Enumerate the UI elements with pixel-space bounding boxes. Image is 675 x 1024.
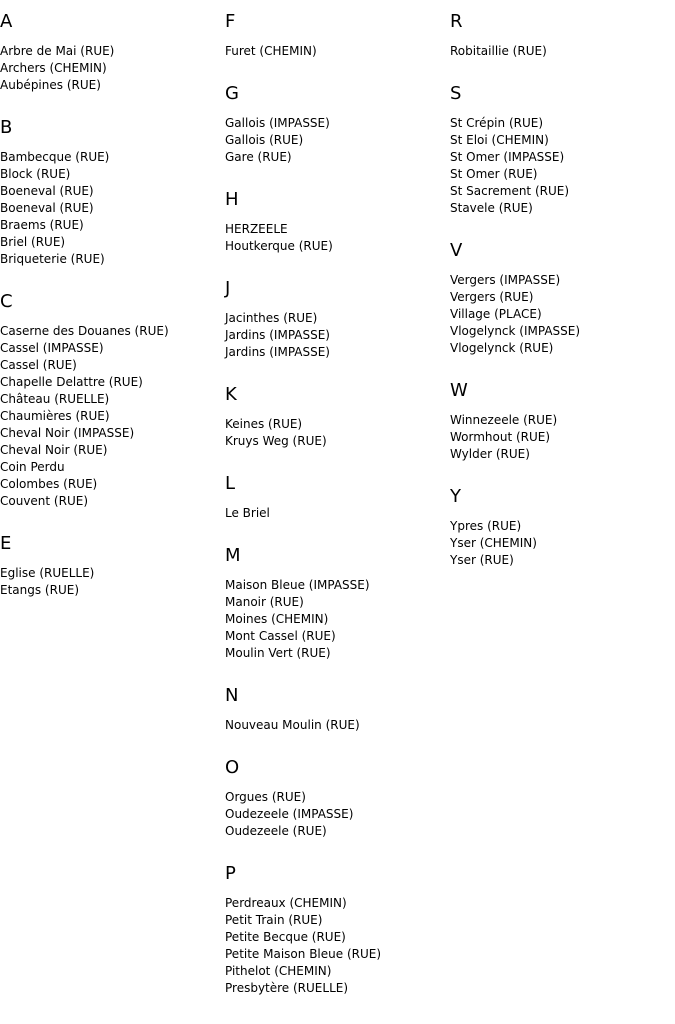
- letter-heading: O: [225, 757, 240, 778]
- street-entry: Petite Becque (RUE): [225, 930, 346, 944]
- street-entry: Village (PLACE): [450, 307, 542, 321]
- street-entry: Gallois (RUE): [225, 133, 304, 147]
- street-list: [225, 310, 447, 361]
- street-entry: Cheval Noir (IMPASSE): [0, 426, 135, 440]
- letter-heading: Y: [450, 486, 461, 507]
- street-entry: Moulin Vert (RUE): [225, 646, 331, 660]
- street-entry: Perdreaux (CHEMIN): [225, 896, 347, 910]
- street-entry: Gare (RUE): [225, 150, 292, 164]
- index-column-2: [225, 11, 447, 1020]
- street-entry: Ypres (RUE): [450, 519, 522, 533]
- street-entry: Boeneval (RUE): [0, 184, 94, 198]
- letter-heading: P: [225, 863, 236, 884]
- street-entry: Cassel (IMPASSE): [0, 341, 104, 355]
- street-list: [225, 221, 447, 255]
- street-entry: Etangs (RUE): [0, 583, 79, 597]
- letter-group-r: [450, 11, 672, 83]
- street-entry: Jardins (IMPASSE): [225, 345, 330, 359]
- street-entry: Block (RUE): [0, 167, 71, 181]
- street-entry: Robitaillie (RUE): [450, 44, 547, 58]
- street-list: [0, 149, 222, 268]
- index-column-3: [450, 11, 672, 592]
- street-list: [450, 518, 672, 569]
- letter-heading: L: [225, 473, 236, 494]
- letter-group-p: [225, 863, 447, 1020]
- street-entry: Yser (RUE): [450, 553, 514, 567]
- street-entry: Pithelot (CHEMIN): [225, 964, 332, 978]
- street-entry: Colombes (RUE): [0, 477, 98, 491]
- street-list: [225, 895, 447, 997]
- street-entry: Jardins (IMPASSE): [225, 328, 330, 342]
- street-entry: Houtkerque (RUE): [225, 239, 333, 253]
- street-entry: Gallois (IMPASSE): [225, 116, 330, 130]
- letter-heading: A: [0, 11, 13, 32]
- letter-group-j: [225, 278, 447, 384]
- letter-heading: K: [225, 384, 237, 405]
- letter-group-n: [225, 685, 447, 757]
- street-list: [0, 43, 222, 94]
- street-entry: Manoir (RUE): [225, 595, 304, 609]
- street-entry: Eglise (RUELLE): [0, 566, 95, 580]
- street-entry: Petite Maison Bleue (RUE): [225, 947, 382, 961]
- letter-group-o: [225, 757, 447, 863]
- letter-group-v: [450, 240, 672, 380]
- street-entry: St Sacrement (RUE): [450, 184, 570, 198]
- street-entry: Oudezeele (RUE): [225, 824, 327, 838]
- street-entry: Couvent (RUE): [0, 494, 89, 508]
- street-entry: Wormhout (RUE): [450, 430, 551, 444]
- street-entry: Bambecque (RUE): [0, 150, 110, 164]
- letter-heading: F: [225, 11, 236, 32]
- street-list: [450, 272, 672, 357]
- street-list: [225, 789, 447, 840]
- street-list: [0, 565, 222, 599]
- street-entry: Wylder (RUE): [450, 447, 530, 461]
- letter-group-l: [225, 473, 447, 545]
- street-list: [0, 323, 222, 510]
- letter-heading: H: [225, 189, 239, 210]
- letter-heading: N: [225, 685, 239, 706]
- street-entry: Caserne des Douanes (RUE): [0, 324, 169, 338]
- street-entry: Presbytère (RUELLE): [225, 981, 349, 995]
- street-entry: Aubépines (RUE): [0, 78, 101, 92]
- street-entry: Boeneval (RUE): [0, 201, 94, 215]
- letter-group-w: [450, 380, 672, 486]
- letter-heading: J: [225, 278, 231, 299]
- street-list: [225, 577, 447, 662]
- street-list: [225, 505, 447, 522]
- letter-heading: B: [0, 117, 13, 138]
- street-entry: Furet (CHEMIN): [225, 44, 317, 58]
- letter-heading: R: [450, 11, 463, 32]
- street-entry: Oudezeele (IMPASSE): [225, 807, 354, 821]
- letter-group-b: [0, 117, 222, 291]
- letter-heading: E: [0, 533, 12, 554]
- index-column-1: [0, 11, 222, 622]
- street-entry: Orgues (RUE): [225, 790, 306, 804]
- letter-heading: V: [450, 240, 463, 261]
- letter-group-m: [225, 545, 447, 685]
- letter-heading: W: [450, 380, 468, 401]
- street-entry: Archers (CHEMIN): [0, 61, 107, 75]
- street-entry: Maison Bleue (IMPASSE): [225, 578, 370, 592]
- street-list: [225, 416, 447, 450]
- street-entry: Vlogelynck (RUE): [450, 341, 554, 355]
- street-list: [450, 115, 672, 217]
- street-entry: Jacinthes (RUE): [225, 311, 318, 325]
- letter-heading: M: [225, 545, 241, 566]
- street-list: [450, 412, 672, 463]
- street-entry: St Eloi (CHEMIN): [450, 133, 549, 147]
- letter-group-a: [0, 11, 222, 117]
- street-entry: St Omer (RUE): [450, 167, 538, 181]
- letter-heading: S: [450, 83, 462, 104]
- street-entry: Vergers (IMPASSE): [450, 273, 561, 287]
- street-entry: St Omer (IMPASSE): [450, 150, 565, 164]
- street-entry: Moines (CHEMIN): [225, 612, 329, 626]
- street-entry: Vlogelynck (IMPASSE): [450, 324, 581, 338]
- street-entry: Vergers (RUE): [450, 290, 534, 304]
- street-entry: HERZEELE: [225, 222, 288, 236]
- letter-group-h: [225, 189, 447, 278]
- street-entry: Cassel (RUE): [0, 358, 77, 372]
- street-entry: Petit Train (RUE): [225, 913, 323, 927]
- street-entry: St Crépin (RUE): [450, 116, 544, 130]
- street-entry: Winnezeele (RUE): [450, 413, 558, 427]
- street-entry: Arbre de Mai (RUE): [0, 44, 115, 58]
- street-list: [225, 115, 447, 166]
- street-entry: Coin Perdu: [0, 460, 65, 474]
- letter-group-g: [225, 83, 447, 189]
- street-entry: Chapelle Delattre (RUE): [0, 375, 143, 389]
- letter-group-f: [225, 11, 447, 83]
- street-entry: Chaumières (RUE): [0, 409, 110, 423]
- letter-group-e: [0, 533, 222, 622]
- street-entry: Yser (CHEMIN): [450, 536, 537, 550]
- street-list: [225, 717, 447, 734]
- street-entry: Kruys Weg (RUE): [225, 434, 327, 448]
- letter-heading: G: [225, 83, 239, 104]
- letter-group-k: [225, 384, 447, 473]
- street-entry: Stavele (RUE): [450, 201, 533, 215]
- street-list: [225, 43, 447, 60]
- letter-group-y: [450, 486, 672, 592]
- letter-group-s: [450, 83, 672, 240]
- letter-heading: C: [0, 291, 13, 312]
- street-list: [450, 43, 672, 60]
- street-entry: Le Briel: [225, 506, 270, 520]
- street-entry: Château (RUELLE): [0, 392, 110, 406]
- street-entry: Mont Cassel (RUE): [225, 629, 336, 643]
- street-entry: Briqueterie (RUE): [0, 252, 105, 266]
- street-entry: Cheval Noir (RUE): [0, 443, 108, 457]
- street-entry: Braems (RUE): [0, 218, 84, 232]
- letter-group-c: [0, 291, 222, 533]
- street-entry: Briel (RUE): [0, 235, 66, 249]
- street-entry: Nouveau Moulin (RUE): [225, 718, 360, 732]
- street-entry: Keines (RUE): [225, 417, 303, 431]
